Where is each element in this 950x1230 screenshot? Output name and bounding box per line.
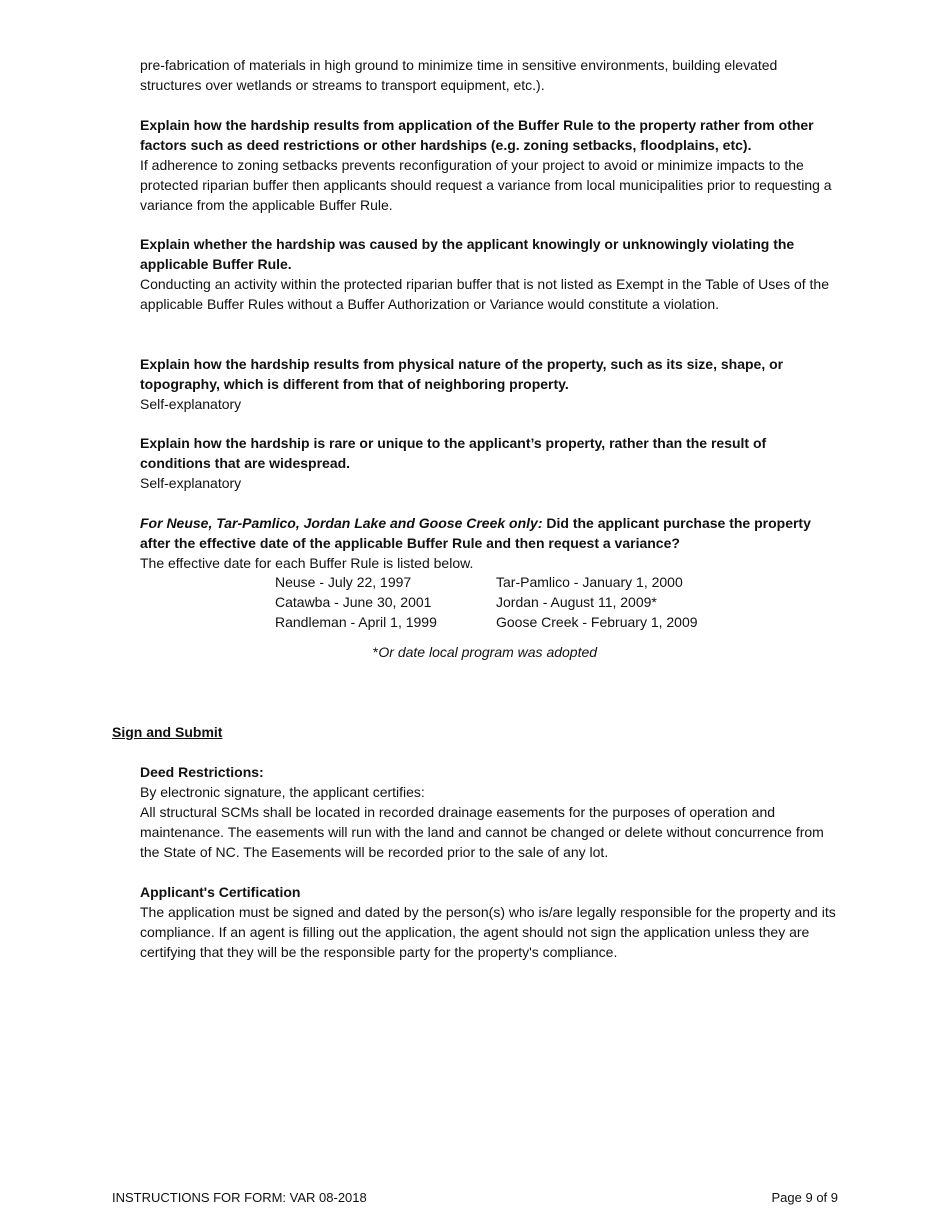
purchase-body: The effective date for each Buffer Rule is listed below. <box>140 555 474 571</box>
table-cell: Neuse - July 22, 1997 <box>275 574 412 590</box>
footnote-text: Or date local program was adopted <box>378 644 598 660</box>
purchase-heading <box>140 513 840 553</box>
section-body: Self-explanatory <box>140 396 242 412</box>
section-heading: Explain how the hardship results from physical nature of the property, such as its size, shape, or topography, which is different from that of neighboring property. <box>140 356 784 392</box>
effective-dates-table <box>275 572 698 632</box>
footer-form-id: INSTRUCTIONS FOR FORM: VAR 08-2018 <box>112 1190 367 1205</box>
section-hardship-unique <box>140 433 840 493</box>
purchase-prefix: For Neuse, Tar-Pamlico, Jordan Lake and Goose Creek only: <box>140 515 543 531</box>
footnote-marker: * <box>372 644 379 660</box>
dates-footnote <box>0 642 950 662</box>
table-cell: Jordan - August 11, 2009* <box>496 594 657 610</box>
purchase-question-text: Did the applicant purchase the property after the effective date of the applicable Buffer Rule and then request a variance? <box>140 515 811 551</box>
section-hardship-violation <box>140 234 840 314</box>
table-row <box>275 572 698 592</box>
table-cell: Catawba - June 30, 2001 <box>275 594 432 610</box>
section-heading: Explain whether the hardship was caused by the applicant knowingly or unknowingly violating the applicable Buffer Rule. <box>140 236 795 272</box>
applicant-certification-section <box>140 882 840 962</box>
table-cell: Tar-Pamlico - January 1, 2000 <box>496 574 683 590</box>
sign-and-submit-title: Sign and Submit <box>112 724 223 740</box>
certification-heading: Applicant's Certification <box>140 884 301 900</box>
table-row <box>275 612 698 632</box>
footer-page-number: Page 9 of 9 <box>771 1190 838 1205</box>
deed-restrictions-section <box>140 762 840 862</box>
intro-paragraph <box>140 55 840 95</box>
deed-heading: Deed Restrictions: <box>140 764 264 780</box>
section-body: If adherence to zoning setbacks prevents reconfiguration of your project to avoid or minimize impacts to the protected riparian buffer then applicants should request a variance from local municipalities prior to requesting a variance from the applicable Buffer Rule. <box>140 157 832 213</box>
section-heading: Explain how the hardship is rare or unique to the applicant’s property, rather than the result of conditions that are widespread. <box>140 435 767 471</box>
table-cell: Randleman - April 1, 1999 <box>275 614 437 630</box>
intro-text: pre-fabrication of materials in high ground to minimize time in sensitive environments, building elevated structures over wetlands or streams to transport equipment, etc.). <box>140 57 778 93</box>
section-purchase-question <box>140 513 840 573</box>
table-cell: Goose Creek - February 1, 2009 <box>496 614 698 630</box>
section-body: Conducting an activity within the protected riparian buffer that is not listed as Exempt in the Table of Uses of the applicable Buffer Rules without a Buffer Authorization or Variance would constitute a violation. <box>140 276 829 312</box>
deed-body: All structural SCMs shall be located in recorded drainage easements for the purposes of operation and maintenance. The easements will run with the land and cannot be changed or delete without concurrence from the State of NC. The Easements will be recorded prior to the sale of any lot. <box>140 804 824 860</box>
section-body: Self-explanatory <box>140 475 242 491</box>
deed-intro: By electronic signature, the applicant certifies: <box>140 784 425 800</box>
section-heading: Explain how the hardship results from application of the Buffer Rule to the property rather from other factors such as deed restrictions or other hardships (e.g. zoning setbacks, floodplains, etc). <box>140 117 814 153</box>
table-row <box>275 592 698 612</box>
section-hardship-buffer-rule <box>140 115 840 215</box>
certification-body: The application must be signed and dated by the person(s) who is/are legally responsible for the property and its compliance. If an agent is filling out the application, the agent should not sign the application unless they are certifying that they will be the responsible party for the property's compliance. <box>140 904 836 960</box>
section-hardship-physical <box>140 354 840 414</box>
